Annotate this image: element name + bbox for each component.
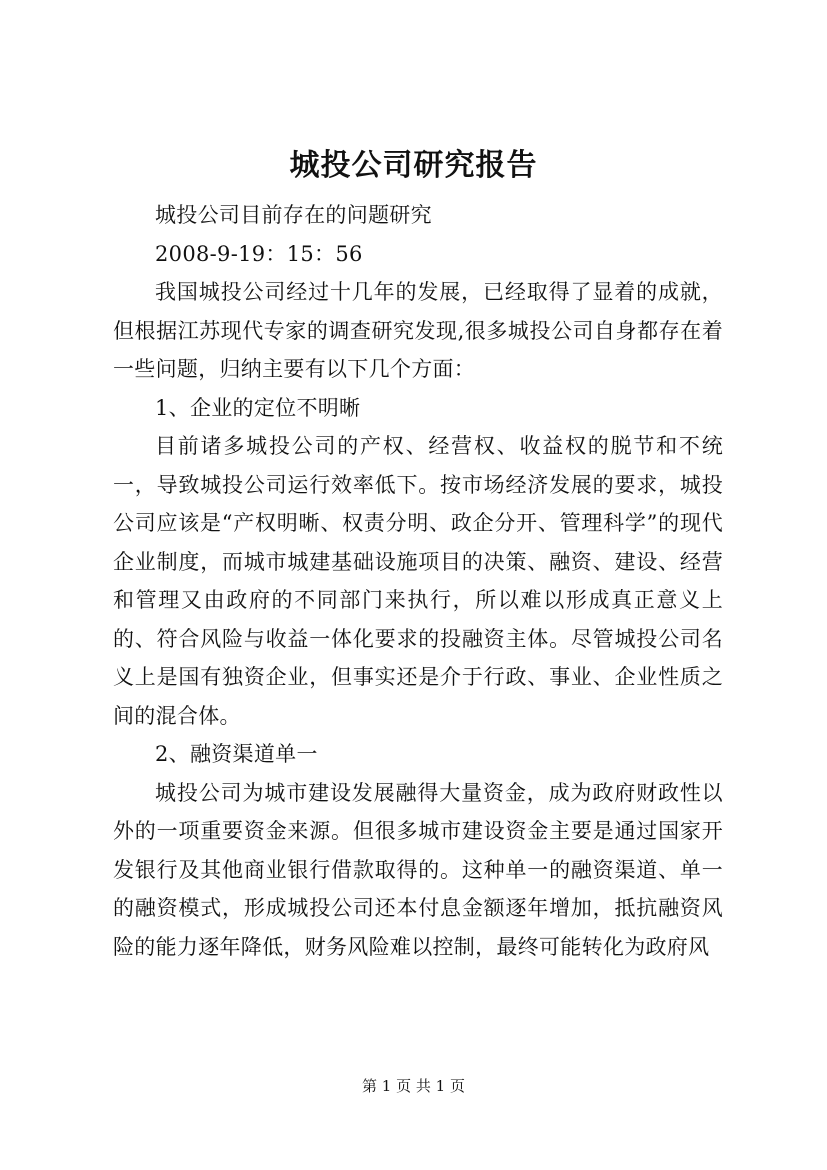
- date-paragraph: 2008-9-19：15：56: [155, 241, 363, 266]
- section-heading-1: 1、企业的定位不明晰: [155, 395, 361, 420]
- document-body: [113, 196, 723, 966]
- section-heading-2: 2、融资渠道单一: [155, 742, 318, 766]
- document-title: 城投公司研究报告: [289, 148, 538, 183]
- section-1-paragraph: 目前诸多城投公司的产权、经营权、收益权的脱节和不统一，导致城投公司运行效率低下。按市场经济发展的要求，城投公司应该是“产权明晰、权责分明、政企分开、管理科学”的现代企业制度，而城市城建基础设施项目的决策、融资、建设、经营和管理又由政府的不同部门来执行，所以难以形成真正意义上的、符合风险与收益一体化要求的投融资主体。尽管城投公司名义上是国有独资企业，但事实还是介于行政、事业、企业性质之间的混合体。: [113, 434, 723, 728]
- subtitle-paragraph: 城投公司目前存在的问题研究: [155, 203, 432, 227]
- page-footer: 第 1 页 共 1 页: [362, 1077, 465, 1095]
- section-2-paragraph: 城投公司为城市建设发展融得大量资金，成为政府财政性以外的一项重要资金来源。但很多城市建设资金主要是通过国家开发银行及其他商业银行借款取得的。这种单一的融资渠道、单一的融资模式，形成城投公司还本付息金额逐年增加，抵抗融资风险的能力逐年降低，财务风险难以控制，最终可能转化为政府风: [113, 780, 723, 959]
- intro-paragraph: 我国城投公司经过十几年的发展，已经取得了显着的成就，但根据江苏现代专家的调查研究发现,很多城投公司自身都存在着一些问题，归纳主要有以下几个方面：: [113, 280, 723, 381]
